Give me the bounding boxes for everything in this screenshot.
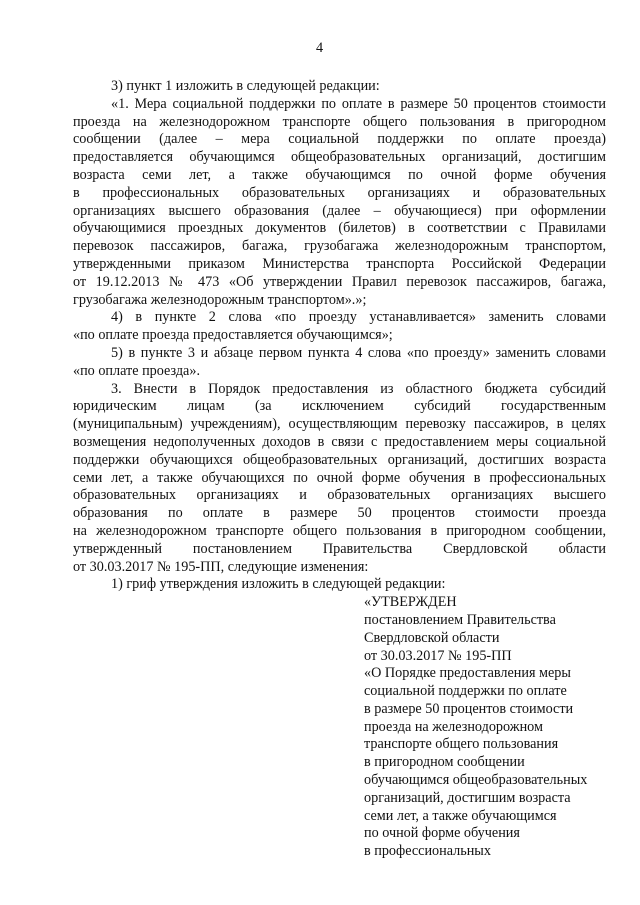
text-line: юридическим лицам (за исключением субсидий государственным <box>73 398 606 415</box>
text-line: утвержденный постановлением Правительства Свердловской области <box>73 540 606 557</box>
text-line: организациях высшего образования (далее – обучающиеся) при оформлении <box>73 202 606 219</box>
text-line: (муниципальным) учреждениям), осуществляющим перевозку пассажиров, в целях <box>73 416 606 433</box>
approval-line: в размере 50 процентов стоимости <box>364 700 574 717</box>
text-line: проезда на железнодорожном транспорте общего пользования в пригородном <box>73 113 606 130</box>
text-line: образования по оплате в размере 50 процентов стоимости проезда <box>73 505 606 522</box>
text-line: перевозок пассажиров, багажа, грузобагажа железнодорожным транспортом, <box>73 238 606 255</box>
text-line: поддержки обучающихся общеобразовательных организаций, достигших возраста <box>73 451 606 468</box>
text-line: грузобагажа железнодорожным транспортом».»; <box>73 291 367 308</box>
text-line: на железнодорожном транспорте общего пользования в пригородном сообщении, <box>73 522 606 539</box>
text-line: 4) в пункте 2 слова «по проезду устанавливается» заменить словами <box>111 309 606 326</box>
text-line: от 30.03.2017 № 195-ПП, следующие изменения: <box>73 558 369 575</box>
text-line: утвержденными приказом Министерства транспорта Российской Федерации <box>73 255 606 272</box>
text-line: обучающимися проездных документов (билетов) в соответствии с Правилами <box>73 220 606 237</box>
text-line: «по оплате проезда предоставляется обучающимся»; <box>73 327 393 344</box>
text-line: 3) пункт 1 изложить в следующей редакции: <box>111 78 380 94</box>
approval-line: «О Порядке предоставления меры <box>364 665 571 682</box>
text-line: 1) гриф утверждения изложить в следующей редакции: <box>111 576 446 593</box>
text-line: 5) в пункте 3 и абзаце первом пункта 4 слова «по проезду» заменить словами <box>111 344 606 361</box>
text-line: семи лет, а также обучающихся по очной форме обучения в профессиональных <box>73 469 606 486</box>
text-line: возмещения недополученных доходов в связи с предоставлением меры социальной <box>73 433 606 450</box>
approval-line: постановлением Правительства <box>364 611 556 628</box>
approval-line: социальной поддержки по оплате <box>364 683 567 700</box>
approval-line: «УТВЕРЖДЕН <box>364 594 457 611</box>
text-line: сообщении (далее – мера социальной поддержки по оплате проезда) <box>73 131 606 148</box>
approval-line: в профессиональных <box>364 843 491 860</box>
text-line: образовательных организациях и образовательных организациях высшего <box>73 487 606 504</box>
text-line: «1. Мера социальной поддержки по оплате в размере 50 процентов стоимости <box>111 95 606 112</box>
approval-stamp-block <box>364 594 606 861</box>
paragraph-subitem-1 <box>73 576 606 594</box>
text-line: от 19.12.2013 № 473 «Об утверждении Правил перевозок пассажиров, багажа, <box>73 273 606 290</box>
text-line: в профессиональных образовательных организациях и образовательных <box>73 184 606 201</box>
approval-line: от 30.03.2017 № 195-ПП <box>364 647 512 664</box>
paragraph-item-4 <box>73 309 606 345</box>
approval-line: организаций, достигшим возраста <box>364 789 571 806</box>
paragraph-item-5 <box>73 345 606 381</box>
approval-line: по очной форме обучения <box>364 825 520 842</box>
approval-line: проезда на железнодорожном <box>364 718 543 735</box>
text-line: 3. Внести в Порядок предоставления из областного бюджета субсидий <box>111 380 606 397</box>
approval-line: транспорте общего пользования <box>364 736 559 753</box>
approval-line: в пригородном сообщении <box>364 754 525 771</box>
paragraph-new-clause-1 <box>73 96 606 310</box>
text-line: «по оплате проезда». <box>73 362 200 379</box>
approval-line: семи лет, а также обучающимся <box>364 807 557 824</box>
paragraph-item-3 <box>73 78 606 96</box>
approval-line: Свердловской области <box>364 629 500 646</box>
text-line: предоставляется обучающимся общеобразовательных организаций, достигшим <box>73 149 606 166</box>
paragraph-section-3 <box>73 381 606 577</box>
page-number: 4 <box>315 40 324 56</box>
text-line: возраста семи лет, а также обучающимся по очной форме обучения <box>73 166 606 183</box>
approval-line: обучающимся общеобразовательных <box>364 772 588 789</box>
